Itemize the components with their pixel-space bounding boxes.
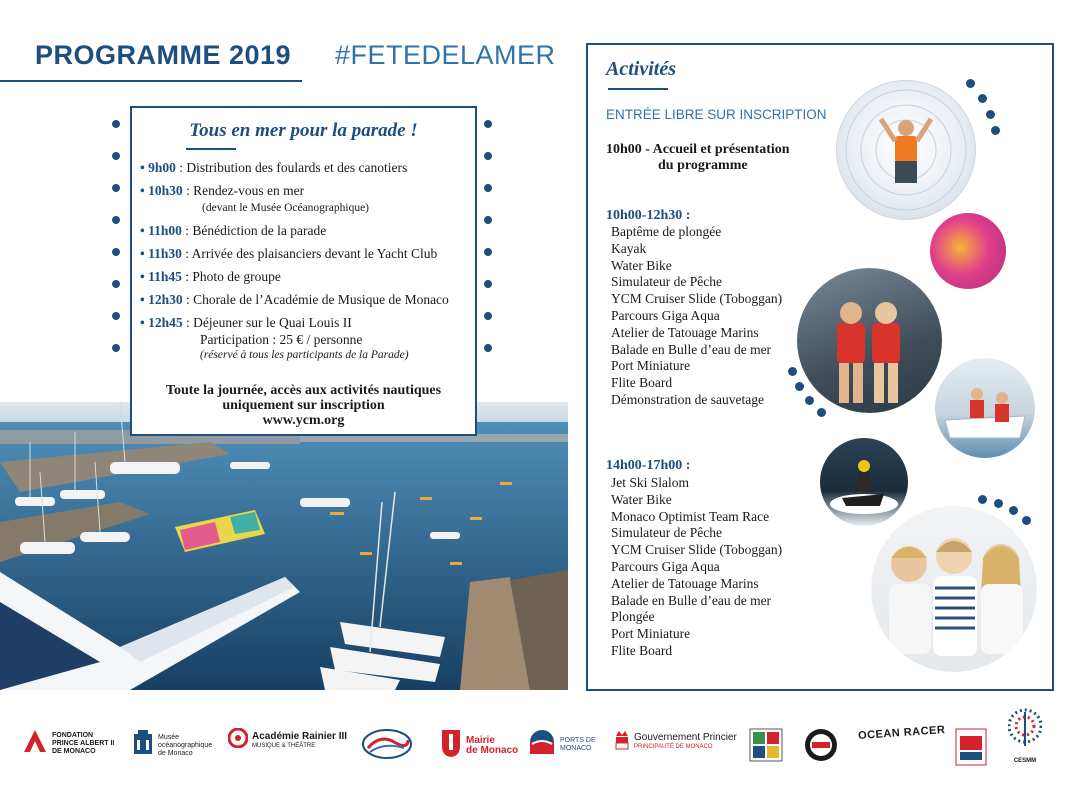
decor-dot xyxy=(484,248,492,256)
parade-title-underline xyxy=(186,148,236,150)
activities-title: Activités xyxy=(606,58,676,80)
logo-centre-nautique xyxy=(360,728,414,767)
activity-item: Démonstration de sauvetage xyxy=(611,391,764,407)
logo-cesmm xyxy=(1008,706,1042,765)
decor-dot xyxy=(484,344,492,352)
activity-item: Baptême de plongée xyxy=(611,224,722,239)
children-group-photo xyxy=(871,506,1037,672)
logo-round-badge xyxy=(804,728,838,767)
parade-footer xyxy=(132,383,475,428)
logo-gouvernement xyxy=(614,728,737,755)
decor-dot xyxy=(484,120,492,128)
logo-shield-badge xyxy=(955,728,987,771)
activity-item: Plongée xyxy=(611,609,655,625)
decor-dot xyxy=(994,499,1003,508)
decor-dot xyxy=(805,396,814,405)
welcome-heading: 10h00 - Accueil et présentation xyxy=(606,142,790,157)
activity-item: Monaco Optimist Team Race xyxy=(611,508,770,524)
parade-item: • 9h00 : Distribution des foulards et des canotiers xyxy=(140,160,408,175)
parade-item-note: (devant le Musée Océanographique) xyxy=(202,202,369,214)
decor-dot xyxy=(484,312,492,320)
cesmm-name: CESMM xyxy=(1013,758,1037,764)
free-entry-note: ENTRÉE LIBRE SUR INSCRIPTION xyxy=(606,107,827,122)
activity-item: Simulateur de Pêche xyxy=(611,525,722,541)
fondation-name: FONDATION PRINCE ALBERT II DE MONACO xyxy=(52,731,115,755)
academie-name: Académie Rainier III xyxy=(252,730,348,742)
decor-dot xyxy=(484,216,492,224)
kids-lifejackets-photo xyxy=(797,268,942,413)
decor-dot xyxy=(788,367,797,376)
decor-dot xyxy=(991,126,1000,135)
decor-dot xyxy=(986,110,995,119)
welcome-heading-cont: du programme xyxy=(658,158,748,173)
jet-ski-photo xyxy=(820,438,908,526)
website-link[interactable]: www.ycm.org xyxy=(262,413,345,428)
decor-dot xyxy=(1022,516,1031,525)
parade-item: • 11h30 : Arrivée des plaisanciers devant le Yacht Club xyxy=(140,246,438,261)
musee-name: Musée océanographique de Monaco xyxy=(158,733,213,757)
parade-item-note: (réservé à tous les participants de la Parade) xyxy=(200,349,409,361)
activity-item: Water Bike xyxy=(611,257,672,273)
decor-dot xyxy=(484,184,492,192)
activity-item: Balade en Bulle d’eau de mer xyxy=(611,341,772,357)
activities-title-underline xyxy=(608,88,668,90)
fondation-emblem-icon xyxy=(22,728,48,759)
logo-club-badge xyxy=(749,728,783,767)
club-badge-icon xyxy=(749,728,783,767)
round-badge-icon xyxy=(804,728,838,767)
centre-nautique-wave-icon xyxy=(360,728,414,767)
afternoon-heading: 14h00-17h00 : xyxy=(606,458,691,473)
logo-academie xyxy=(228,728,347,753)
mairie-name: Mairie de Monaco xyxy=(466,734,519,756)
parade-item: • 11h00 : Bénédiction de la parade xyxy=(140,223,327,238)
activity-item: Water Bike xyxy=(611,491,672,507)
activity-item: Flite Board xyxy=(611,642,673,658)
decor-dot xyxy=(112,248,120,256)
gouvernement-name: Gouvernement Princier xyxy=(634,731,737,743)
academie-emblem-icon xyxy=(228,728,248,753)
hashtag: #FETEDELAMER xyxy=(335,40,556,70)
activity-item: Atelier de Tatouage Marins xyxy=(611,575,759,591)
decor-dot xyxy=(1009,506,1018,515)
mairie-crest-icon xyxy=(440,728,462,763)
activity-item: Kayak xyxy=(611,240,647,256)
decor-dot xyxy=(966,79,975,88)
academie-subtitle: MUSIQUE & THÉÂTRE xyxy=(252,742,316,749)
parade-item-note: Participation : 25 € / personne xyxy=(200,332,363,347)
activity-item: Port Miniature xyxy=(611,358,691,374)
decor-dot xyxy=(112,216,120,224)
programme-title: PROGRAMME 2019 xyxy=(35,40,292,70)
activity-item: YCM Cruiser Slide (Toboggan) xyxy=(611,542,783,558)
decor-dot xyxy=(112,152,120,160)
parade-item: • 10h30 : Rendez-vous en mer xyxy=(140,183,305,198)
afternoon-activities-list xyxy=(611,475,782,660)
sailing-kids-photo xyxy=(935,358,1035,458)
gouvernement-subtitle: PRINCIPAUTÉ DE MONACO xyxy=(634,743,713,750)
decor-dot xyxy=(978,495,987,504)
decor-dot xyxy=(112,120,120,128)
parade-box xyxy=(130,106,477,436)
decor-dot xyxy=(112,312,120,320)
logo-fondation xyxy=(22,728,114,759)
activity-item: Jet Ski Slalom xyxy=(611,475,690,490)
logo-ocean-racer xyxy=(857,723,946,743)
activity-item: Port Miniature xyxy=(611,626,691,642)
musee-emblem-icon xyxy=(132,728,154,763)
ports-name: PORTS DE MONACO xyxy=(560,736,596,752)
gouvernement-crown-icon xyxy=(614,728,630,755)
activity-item: YCM Cruiser Slide (Toboggan) xyxy=(611,291,783,307)
activity-item: Flite Board xyxy=(611,375,673,391)
activity-item: Atelier de Tatouage Marins xyxy=(611,324,759,340)
decor-dot xyxy=(484,152,492,160)
logo-ports xyxy=(528,728,596,761)
activity-item: Balade en Bulle d’eau de mer xyxy=(611,592,772,608)
shield-badge-icon xyxy=(955,728,987,771)
zorb-ball-photo xyxy=(836,80,976,220)
ocean-racer-name: OCEAN RACER xyxy=(857,723,946,743)
morning-heading: 10h00-12h30 : xyxy=(606,208,691,223)
decor-dot xyxy=(112,184,120,192)
footer-line: uniquement sur inscription xyxy=(222,398,385,413)
slide-photo xyxy=(930,213,1006,289)
decor-dot xyxy=(795,382,804,391)
cesmm-emblem-icon xyxy=(1008,706,1042,757)
activity-item: Parcours Giga Aqua xyxy=(611,558,720,574)
logo-mairie xyxy=(440,728,518,763)
logo-musee xyxy=(132,728,212,763)
decor-dot xyxy=(817,408,826,417)
morning-activities-list xyxy=(611,224,782,409)
ports-emblem-icon xyxy=(528,728,556,761)
harbour-photo xyxy=(0,402,568,690)
parade-item: • 12h30 : Chorale de l’Académie de Musique de Monaco xyxy=(140,292,449,307)
activity-item: Parcours Giga Aqua xyxy=(611,307,720,323)
parade-item: • 12h45 : Déjeuner sur le Quai Louis II xyxy=(140,315,352,330)
decor-dot xyxy=(484,280,492,288)
footer-line: Toute la journée, accès aux activités nautiques xyxy=(165,383,442,398)
decor-dot xyxy=(978,94,987,103)
parade-item: • 11h45 : Photo de groupe xyxy=(140,269,281,284)
decor-dot xyxy=(112,344,120,352)
activity-item: Simulateur de Pêche xyxy=(611,274,722,290)
parade-title: Tous en mer pour la parade ! xyxy=(189,120,418,141)
header-rule xyxy=(0,80,302,82)
decor-dot xyxy=(112,280,120,288)
